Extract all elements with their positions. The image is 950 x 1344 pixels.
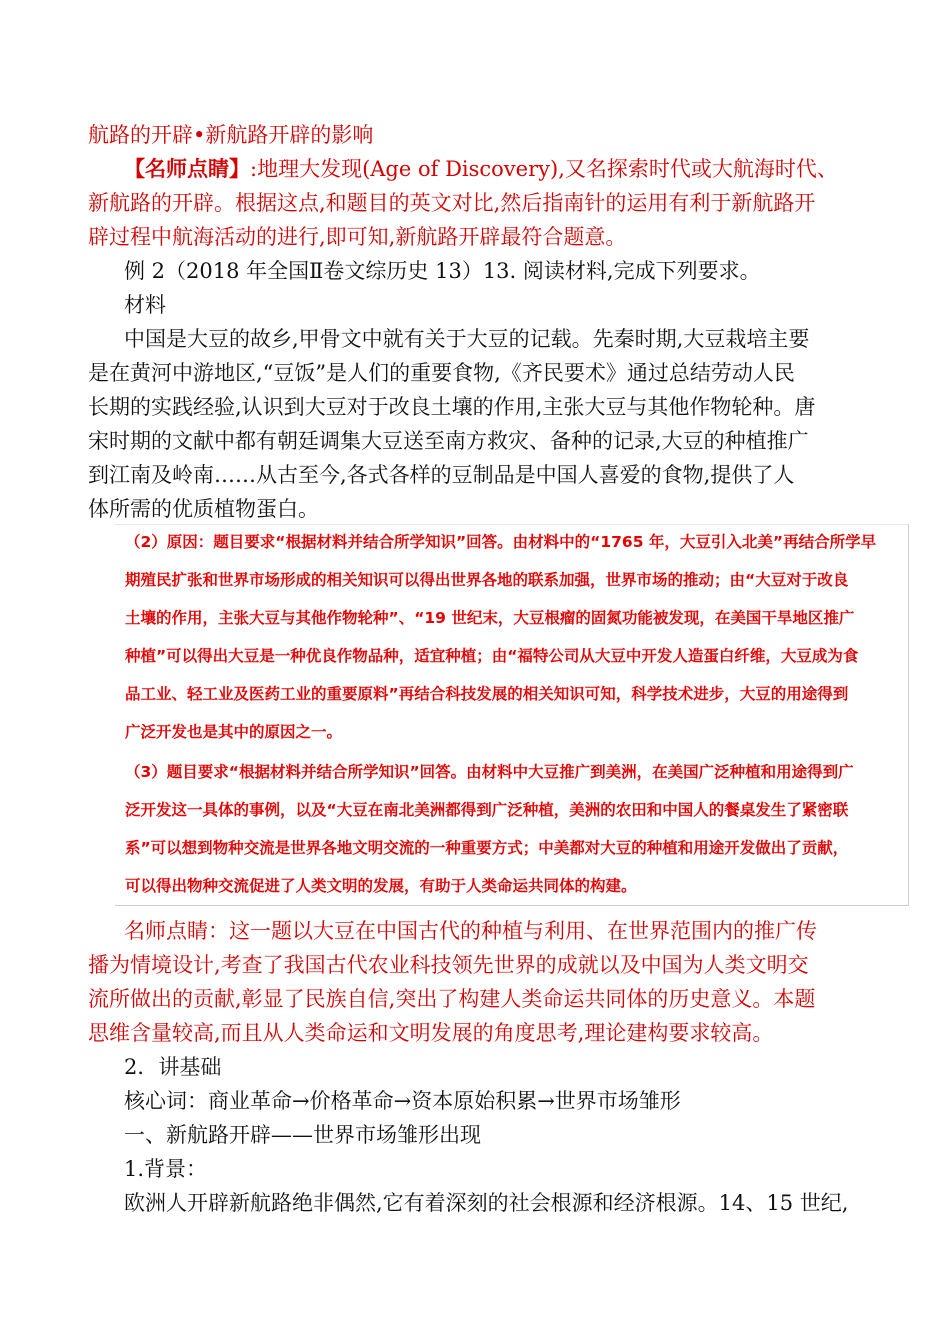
example-title: 例 2（2018 年全国Ⅱ卷文综历史 13）13. 阅读材料,完成下列要求。 bbox=[124, 259, 761, 283]
tip-line-1 bbox=[124, 152, 838, 186]
background-label: 1.背景： bbox=[124, 1157, 208, 1181]
answer-line: 广泛开发也是其中的原因之一。 bbox=[125, 723, 343, 741]
core-words: 核心词：商业革命→价格革命→资本原始积累→世界市场雏形 bbox=[124, 1089, 681, 1113]
tip-text-1: :地理大发现(Age of Discovery),又名探索时代或大航海时代、 bbox=[250, 157, 838, 181]
part-heading: 一、新航路开辟——世界市场雏形出现 bbox=[124, 1123, 481, 1147]
tip-line-2: 新航路的开辟。根据这点,和题目的英文对比,然后指南针的运用有利于新航路开 bbox=[88, 191, 816, 215]
material-line: 宋时期的文献中都有朝廷调集大豆送至南方救灾、备种的记录,大豆的种植推广 bbox=[88, 429, 809, 453]
material-line: 是在黄河中游地区,“豆饭”是人们的重要食物,《齐民要术》通过总结劳动人民 bbox=[88, 361, 795, 385]
tip-label: 【名师点睛】 bbox=[124, 156, 250, 181]
answer-line: 期殖民扩张和世界市场形成的相关知识可以得出世界各地的联系加强，世界市场的推动；由“大豆对于改良 bbox=[125, 571, 849, 589]
section-heading: 航路的开辟•新航路开辟的影响 bbox=[88, 123, 374, 147]
comment-line: 思维含量较高,而且从人类命运和文明发展的角度思考,理论建构要求较高。 bbox=[88, 1021, 774, 1045]
answer-line: 泛开发这一具体的事例，以及“大豆在南北美洲都得到广泛种植，美洲的农田和中国人的餐桌发生了紧密联 bbox=[125, 801, 849, 819]
answer-line: 可以得出物种交流促进了人类文明的发展，有助于人类命运共同体的构建。 bbox=[125, 877, 637, 895]
comment-line: 播为情境设计,考查了我国古代农业科技领先世界的成就以及中国为人类文明交 bbox=[88, 953, 809, 977]
material-label: 材料 bbox=[124, 293, 166, 317]
answer-line: 种植”可以得出大豆是一种优良作物品种，适宜种植；由“福特公司从大豆中开发人造蛋白纤维，大豆成为食 bbox=[125, 647, 859, 665]
comment-line: 名师点睛：这一题以大豆在中国古代的种植与利用、在世界范围内的推广传 bbox=[124, 919, 817, 943]
basics-section-title: 2．讲基础 bbox=[124, 1055, 222, 1079]
body-line: 欧洲人开辟新航路绝非偶然,它有着深刻的社会根源和经济根源。14、15 世纪, bbox=[124, 1191, 849, 1215]
answer-line: 系”可以想到物种交流是世界各地文明交流的一种重要方式；中美都对大豆的种植和用途开发做出了贡献， bbox=[125, 839, 849, 857]
material-line: 中国是大豆的故乡,甲骨文中就有关于大豆的记载。先秦时期,大豆栽培主要 bbox=[124, 327, 810, 351]
answer-line: （2）原因：题目要求“根据材料并结合所学知识”回答。由材料中的“1765 年，大豆引入北美”再结合所学早 bbox=[125, 533, 877, 551]
material-line: 体所需的优质植物蛋白。 bbox=[88, 497, 319, 521]
comment-line: 流所做出的贡献,彰显了民族自信,突出了构建人类命运共同体的历史意义。本题 bbox=[88, 987, 816, 1011]
material-line: 长期的实践经验,认识到大豆对于改良土壤的作用,主张大豆与其他作物轮种。唐 bbox=[88, 395, 816, 419]
answer-line: （3）题目要求“根据材料并结合所学知识”回答。由材料中大豆推广到美洲，在美国广泛种植和用途得到广 bbox=[125, 763, 854, 781]
answer-line: 土壤的作用，主张大豆与其他作物轮种”、“19 世纪末，大豆根瘤的固氮功能被发现，在美国干旱地区推广 bbox=[125, 609, 855, 627]
tip-line-3: 辟过程中航海活动的进行,即可知,新航路开辟最符合题意。 bbox=[88, 225, 627, 249]
answer-line: 品工业、轻工业及医药工业的重要原料”再结合科技发展的相关知识可知，科学技术进步，大豆的用途得到 bbox=[125, 685, 849, 703]
material-line: 到江南及岭南……从古至今,各式各样的豆制品是中国人喜爱的食物,提供了人 bbox=[88, 463, 795, 487]
